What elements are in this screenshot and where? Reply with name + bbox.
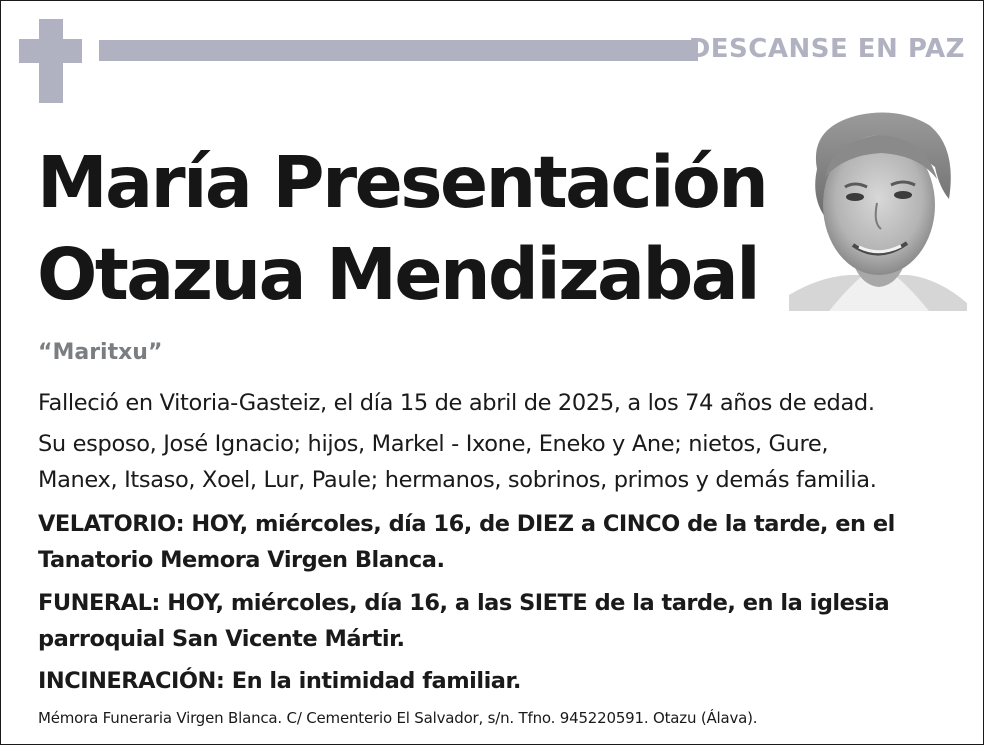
funeral-line-1: FUNERAL: HOY, miércoles, día 16, a las SIETE de la tarde, en la iglesia	[38, 590, 890, 616]
death-notice: Falleció en Vitoria-Gasteiz, el día 15 de abril de 2025, a los 74 años de edad.	[38, 390, 875, 416]
rest-in-peace-banner: DESCANSE EN PAZ	[688, 34, 965, 64]
deceased-name	[37, 137, 766, 321]
name-line-2: Otazua Mendizabal	[37, 233, 759, 316]
header-rule	[99, 40, 698, 61]
family-line-1: Su esposo, José Ignacio; hijos, Markel - Ixone, Eneko y Ane; nietos, Gure,	[38, 431, 829, 457]
wake-line-1: VELATORIO: HOY, miércoles, día 16, de DIEZ a CINCO de la tarde, en el	[38, 511, 895, 537]
funeral-home-footer: Mémora Funeraria Virgen Blanca. C/ Cementerio El Salvador, s/n. Tfno. 945220591. Otazu (Álava).	[38, 709, 758, 727]
cremation-details: INCINERACIÓN: En la intimidad familiar.	[38, 668, 521, 694]
funeral-line-2: parroquial San Vicente Mártir.	[38, 626, 405, 652]
funeral-details	[38, 585, 889, 657]
wake-details	[38, 506, 895, 578]
nickname: “Maritxu”	[38, 340, 163, 365]
family-line-2: Manex, Itsaso, Xoel, Lur, Paule; hermanos, sobrinos, primos y demás familia.	[38, 467, 877, 493]
cross-icon-bar	[19, 39, 82, 63]
portrait-photo	[789, 107, 967, 311]
family-list	[38, 426, 877, 498]
name-line-1: María Presentación	[37, 141, 767, 224]
wake-line-2: Tanatorio Memora Virgen Blanca.	[38, 547, 445, 573]
